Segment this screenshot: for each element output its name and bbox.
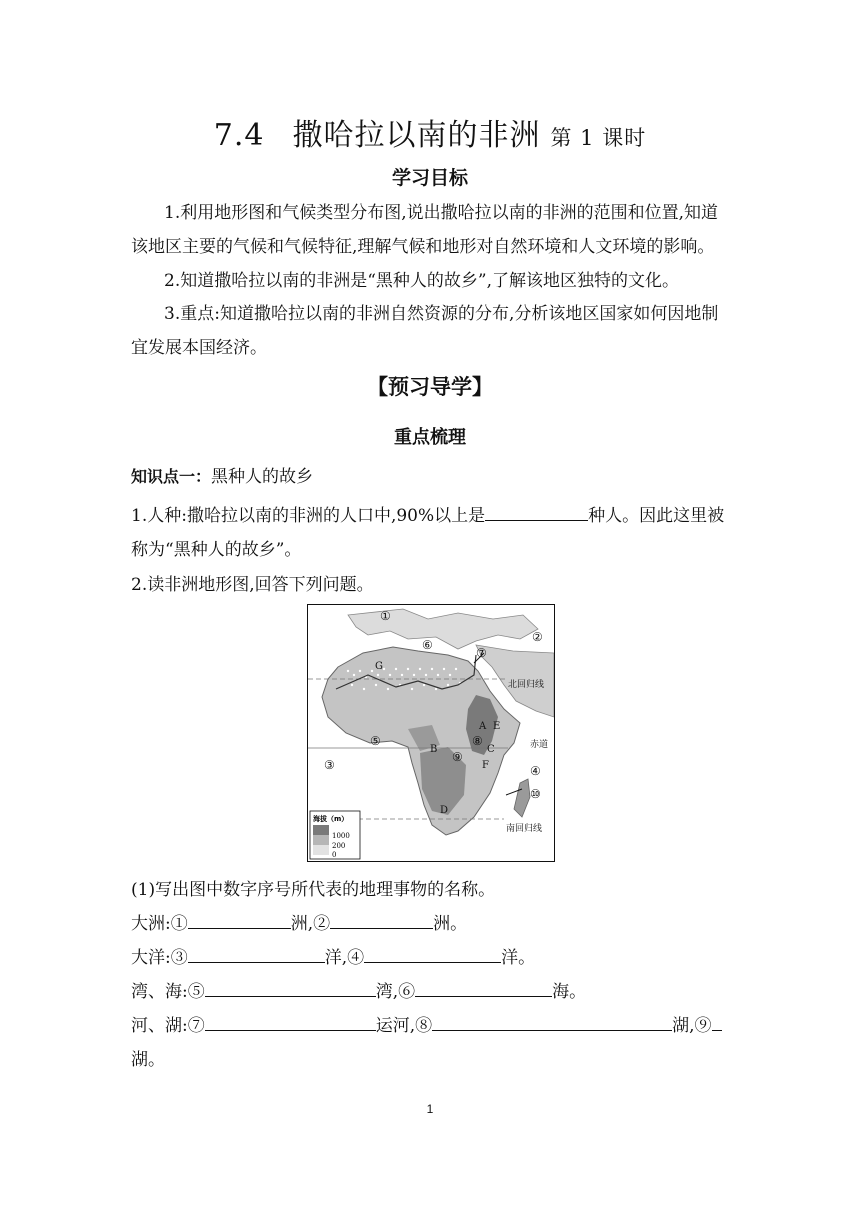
- legend-swatch-low: [313, 845, 329, 855]
- knowledge-point-text: 黑种人的故乡: [211, 467, 314, 487]
- map-label-10: ⑩: [530, 787, 541, 801]
- africa-terrain-map: [307, 604, 555, 862]
- map-label-6: ⑥: [422, 638, 433, 652]
- question-1-text-a: 1.人种:撒哈拉以南的非洲的人口中,90%以上是: [131, 506, 486, 526]
- continent-1-blank[interactable]: [188, 911, 291, 929]
- map-label-D: D: [440, 805, 449, 816]
- key-points-heading: 重点梳理: [394, 427, 466, 448]
- objective-1-line-1: 1.利用地形图和气候类型分布图,说出撒哈拉以南的非洲的范围和位置,知道: [164, 203, 719, 223]
- continents-label: 大洲:①: [131, 914, 188, 934]
- ocean-3-blank[interactable]: [188, 945, 325, 963]
- legend-value-1000: 1000: [332, 832, 350, 840]
- legend-swatch-mid: [313, 835, 329, 845]
- rivers-mid-1: 运河,⑧: [375, 1016, 433, 1036]
- continents-row: [131, 907, 467, 941]
- bays-label: 湾、海:⑤: [131, 982, 205, 1002]
- lake-8-blank[interactable]: [432, 1013, 672, 1031]
- lesson-number: 7.4: [213, 118, 265, 153]
- objective-2: 2.知道撒哈拉以南的非洲是“黑种人的故乡”,了解该地区独特的文化。: [164, 271, 680, 291]
- rivers-label: 河、湖:⑦: [131, 1016, 205, 1036]
- legend-title: 海拔（m）: [313, 815, 349, 823]
- race-answer-blank[interactable]: [485, 503, 588, 521]
- lesson-title: 撒哈拉以南的非洲: [292, 118, 541, 153]
- page-number: 1: [426, 1102, 434, 1116]
- madagascar: [514, 779, 530, 817]
- map-label-3: ③: [324, 758, 335, 772]
- map-label-B: B: [430, 744, 438, 755]
- rivers-row-line-2: 湖。: [131, 1050, 165, 1070]
- question-1-line-1: [131, 499, 724, 533]
- canal-7-blank[interactable]: [205, 1013, 376, 1031]
- map-label-9: ⑨: [452, 750, 463, 764]
- oceans-row: [131, 941, 535, 975]
- question-1-text-b: 种人。因此这里被: [588, 506, 725, 526]
- map-label-4: ④: [530, 764, 541, 778]
- question-2: 2.读非洲地形图,回答下列问题。: [131, 575, 374, 595]
- legend-value-0: 0: [332, 851, 337, 859]
- map-label-A: A: [479, 721, 487, 732]
- continent-2-blank[interactable]: [330, 911, 433, 929]
- ocean-4-blank[interactable]: [364, 945, 501, 963]
- map-svg: [308, 605, 554, 861]
- oceans-end: 洋。: [501, 948, 536, 968]
- knowledge-point-label: 知识点一：: [131, 467, 212, 486]
- preview-section-title: 【预习导学】: [367, 375, 493, 399]
- rivers-row: [131, 1009, 722, 1043]
- map-label-1: ①: [380, 609, 391, 623]
- objective-3-line-2: 宜发展本国经济。: [131, 338, 267, 358]
- map-label-C: C: [487, 744, 495, 755]
- bays-row: [131, 975, 586, 1009]
- elevation-legend: [310, 811, 360, 859]
- bay-5-blank[interactable]: [205, 979, 376, 997]
- bays-mid: 湾,⑥: [375, 982, 416, 1002]
- oceans-label: 大洋:③: [131, 948, 188, 968]
- continents-end: 洲。: [433, 914, 468, 934]
- continents-mid: 洲,②: [290, 914, 331, 934]
- bays-end: 海。: [552, 982, 587, 1002]
- objectives-heading: 学习目标: [391, 167, 468, 189]
- map-label-8: ⑧: [472, 734, 483, 748]
- rivers-mid-2: 湖,⑨: [672, 1016, 712, 1036]
- map-label-F: F: [482, 760, 489, 771]
- map-label-G: G: [375, 661, 383, 672]
- equator-label: 赤道: [530, 740, 549, 750]
- lake-9-blank[interactable]: [712, 1013, 722, 1031]
- map-label-7: ⑦: [476, 646, 487, 660]
- lesson-subtitle: 第 1 课时: [550, 126, 647, 150]
- objective-3-line-1: 3.重点:知道撒哈拉以南的非洲自然资源的分布,分析该地区国家如何因地制: [164, 304, 719, 324]
- knowledge-point-1: [131, 460, 313, 494]
- tropic-of-cancer-label: 北回归线: [508, 680, 545, 690]
- map-label-E: E: [493, 721, 501, 732]
- tropic-of-capricorn-label: 南回归线: [506, 824, 543, 834]
- question-1-line-2: 称为“黑种人的故乡”。: [131, 540, 302, 560]
- legend-swatch-high: [313, 825, 329, 835]
- page-title: [0, 110, 860, 154]
- map-label-5: ⑤: [370, 734, 381, 748]
- europe-landmass: [348, 609, 538, 649]
- oceans-mid: 洋,④: [324, 948, 365, 968]
- legend-value-200: 200: [332, 842, 346, 850]
- objective-1-line-2: 该地区主要的气候和气候特征,理解气候和地形对自然环境和人文环境的影响。: [131, 237, 715, 257]
- question-2-1: (1)写出图中数字序号所代表的地理事物的名称。: [131, 880, 496, 900]
- sea-6-blank[interactable]: [415, 979, 552, 997]
- map-label-2: ②: [532, 630, 543, 644]
